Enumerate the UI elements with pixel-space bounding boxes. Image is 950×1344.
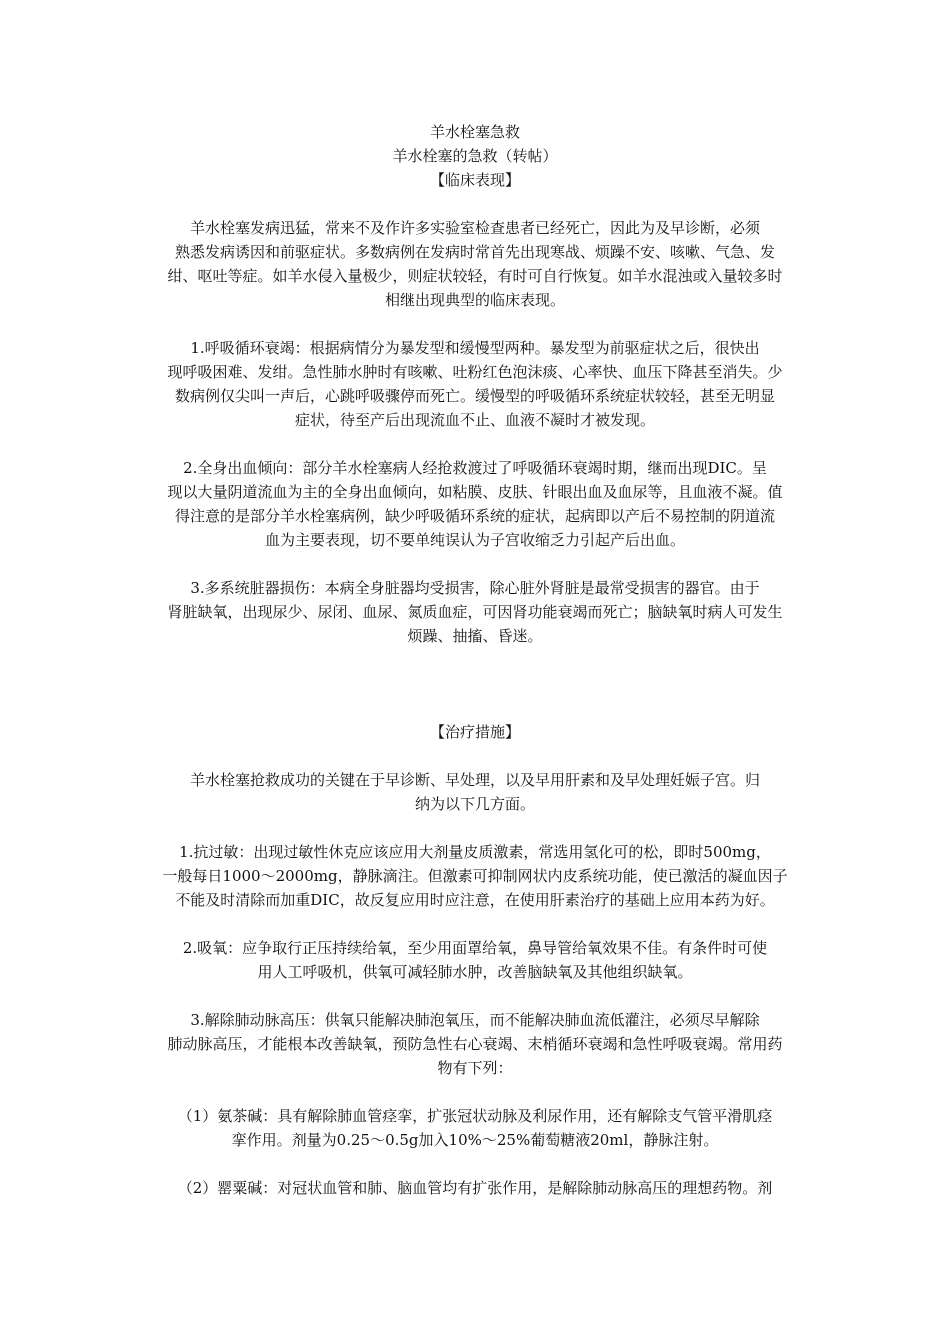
paragraph-treatment-intro (144, 768, 806, 816)
paragraph-line: 得注意的是部分羊水栓塞病例，缺少呼吸循环系统的症状，起病即以产后不易控制的阴道流 (174, 507, 775, 525)
paragraph-line: 熟悉发病诱因和前驱症状。多数病例在发病时常首先出现寒战、烦躁不安、咳嗽、气急、发 (174, 243, 775, 261)
paragraph-anti-allergy (144, 840, 806, 912)
paragraph-line: 物有下列： (437, 1059, 513, 1077)
paragraph-clinical-intro (144, 216, 806, 312)
paragraph-aminophylline (144, 1104, 806, 1152)
paragraph-line: 纳为以下几方面。 (414, 795, 535, 813)
paragraph-line: 3.解除肺动脉高压：供氧只能解决肺泡氧压，而不能解决肺血流低灌注，必须尽早解除 (190, 1011, 760, 1029)
paragraph-organ-damage (144, 576, 806, 648)
paragraph-line: 一般每日1000～2000mg，静脉滴注。但激素可抑制网状内皮系统功能，使已激活的凝血因子 (162, 867, 788, 885)
paragraph-line: 绀、呕吐等症。如羊水侵入量极少，则症状较轻，有时可自行恢复。如羊水混浊或入量较多时 (167, 267, 783, 285)
document-subtitle: 羊水栓塞的急救（转帖） (392, 147, 558, 165)
paragraph-line: 相继出现典型的临床表现。 (384, 291, 565, 309)
paragraph-line: 肾脏缺氧，出现尿少、尿闭、血尿、氮质血症，可因肾功能衰竭而死亡；脑缺氧时病人可发生 (167, 603, 783, 621)
paragraph-line: （1）氨茶碱：具有解除肺血管痉挛，扩张冠状动脉及利尿作用，还有解除支气管平滑肌痉 (177, 1107, 773, 1125)
paragraph-line: 现以大量阴道流血为主的全身出血倾向，如粘膜、皮肤、针眼出血及血尿等，且血液不凝。值 (167, 483, 783, 501)
paragraph-line: 现呼吸困难、发绀。急性肺水肿时有咳嗽、吐粉红色泡沫痰、心率快、血压下降甚至消失。少 (167, 363, 783, 381)
paragraph-oxygen (144, 936, 806, 984)
paragraph-line: 数病例仅尖叫一声后，心跳呼吸骤停而死亡。缓慢型的呼吸循环系统症状较轻，甚至无明显 (174, 387, 775, 405)
paragraph-line: 3.多系统脏器损伤：本病全身脏器均受损害，除心脏外肾脏是最常受损害的器官。由于 (190, 579, 760, 597)
paragraph-line: 症状，待至产后出现流血不止、血液不凝时才被发现。 (294, 411, 655, 429)
document-page (144, 120, 806, 1200)
section-heading-clinical: 【临床表现】 (429, 171, 520, 189)
paragraph-papaverine (144, 1176, 806, 1200)
paragraph-line: 挛作用。剂量为0.25～0.5g加入10%～25%葡萄糖液20ml，静脉注射。 (231, 1131, 719, 1149)
paragraph-line: 血为主要表现，切不要单纯误认为子宫收缩乏力引起产后出血。 (264, 531, 685, 549)
paragraph-line: 1.抗过敏：出现过敏性休克应该应用大剂量皮质激素，常选用氢化可的松，即时500mg， (179, 843, 771, 861)
paragraph-line: 羊水栓塞抢救成功的关键在于早诊断、早处理，以及早用肝素和及早处理妊娠子宫。归 (189, 771, 760, 789)
paragraph-line: 烦躁、抽搐、昏迷。 (407, 627, 543, 645)
paragraph-line: 用人工呼吸机，供氧可减轻肺水肿，改善脑缺氧及其他组织缺氧。 (257, 963, 693, 981)
paragraph-bleeding-tendency (144, 456, 806, 552)
paragraph-line: 不能及时清除而加重DIC，故反复应用时应注意，在使用肝素治疗的基础上应用本药为好。 (175, 891, 775, 909)
paragraph-pulmonary-hypertension (144, 1008, 806, 1080)
paragraph-line: 肺动脉高压，才能根本改善缺氧，预防急性右心衰竭、末梢循环衰竭和急性呼吸衰竭。常用药 (167, 1035, 783, 1053)
paragraph-line: （2）罂粟碱：对冠状血管和肺、脑血管均有扩张作用，是解除肺动脉高压的理想药物。剂 (177, 1179, 773, 1197)
paragraph-line: 羊水栓塞发病迅猛，常来不及作许多实验室检查患者已经死亡，因此为及早诊断，必须 (189, 219, 760, 237)
paragraph-line: 2.全身出血倾向：部分羊水栓塞病人经抢救渡过了呼吸循环衰竭时期，继而出现DIC。呈 (183, 459, 767, 477)
paragraph-line: 1.呼吸循环衰竭：根据病情分为暴发型和缓慢型两种。暴发型为前驱症状之后，很快出 (190, 339, 760, 357)
paragraph-line: 2.吸氧：应争取行正压持续给氧，至少用面罩给氧，鼻导管给氧效果不佳。有条件时可使 (182, 939, 768, 957)
section-heading-treatment: 【治疗措施】 (429, 723, 520, 741)
document-title: 羊水栓塞急救 (429, 123, 520, 141)
paragraph-respiratory-failure (144, 336, 806, 432)
